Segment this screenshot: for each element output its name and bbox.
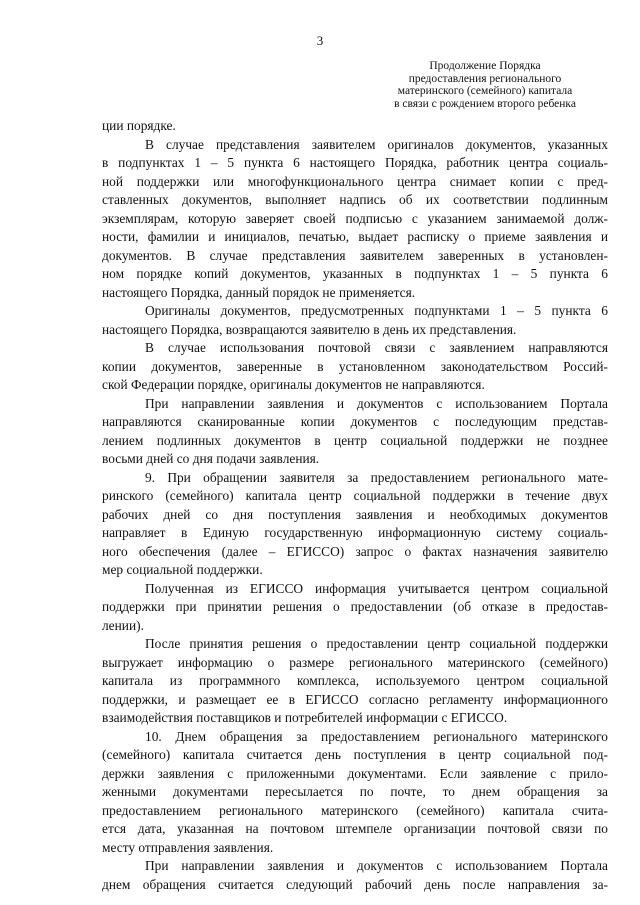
text-line: ется дата, указанная на почтовом штемпеле организации почтовой связи по bbox=[102, 821, 608, 836]
text-line: документов. В случае представления заявителем заверенных в установлен- bbox=[102, 247, 608, 263]
text-line: направляются сканированные копии документов с последующим представ- bbox=[102, 414, 608, 429]
text-line: днем обращения считается следующий рабочий день после направления за- bbox=[102, 876, 608, 892]
header-line: предоставления регионального bbox=[408, 72, 562, 85]
text-line: ской Федерации порядке, оригиналы документов не направляются. bbox=[102, 377, 485, 392]
text-line: капитала из программного комплекса, используемого центром социальной bbox=[102, 673, 608, 688]
text-line: взаимодействия поставщиков и потребителей информации с ЕГИССО. bbox=[102, 710, 508, 725]
text-line: рабочих дней со дня поступления заявления и необходимых документов bbox=[102, 506, 608, 522]
text-line: ного обеспечения (далее – ЕГИССО) запрос о фактах назначения заявителю bbox=[102, 543, 608, 559]
text-line: При направлении заявления и документов с использованием Портала bbox=[145, 395, 608, 411]
text-line: восьми дней со дня подачи заявления. bbox=[102, 451, 320, 466]
text-line: выгружает информацию о размере регионального материнского (семейного) bbox=[102, 654, 608, 670]
text-line: ции порядке. bbox=[102, 118, 176, 133]
text-line: экземплярам, которую заверяет своей подписью с указанием занимаемой долж- bbox=[102, 210, 608, 226]
document-header bbox=[370, 60, 600, 110]
text-line: предоставлением регионального материнского (семейного) капитала счита- bbox=[102, 802, 608, 818]
text-line: женными документами пересылается по почте, то днем обращения за bbox=[102, 784, 608, 799]
text-line: месту отправления заявления. bbox=[102, 839, 274, 855]
text-line: В случае представления заявителем оригиналов документов, указанных bbox=[145, 136, 608, 152]
text-line: 10. Днем обращения за предоставлением регионального материнского bbox=[145, 728, 608, 744]
header-line: Продолжение Порядка bbox=[429, 60, 541, 72]
text-line: поддержки, и размещает ее в ЕГИССО согласно регламенту информационного bbox=[102, 691, 608, 707]
text-line: 9. При обращении заявителя за предоставлением регионального мате- bbox=[145, 469, 608, 485]
text-line: После принятия решения о предоставлении центр социальной поддержки bbox=[145, 636, 608, 651]
text-line: настоящего Порядка, возвращаются заявителю в день их представления. bbox=[102, 321, 517, 337]
body-text bbox=[102, 117, 608, 894]
text-line: держки заявления с приложенными документами. Если заявление с прило- bbox=[102, 765, 608, 781]
text-line: ставленных документов, выполняет надпись об их соответствии подлинным bbox=[102, 192, 608, 207]
text-line: ринского (семейного) капитала центр социальной поддержки в течение двух bbox=[102, 488, 608, 503]
header-line: в связи с рождением второго ребенка bbox=[394, 97, 576, 110]
text-line: ной поддержки или многофункционального центра снимает копии с пред- bbox=[102, 173, 608, 189]
text-line: В случае использования почтовой связи с заявлением направляются bbox=[145, 340, 608, 355]
header-line: материнского (семейного) капитала bbox=[397, 85, 573, 97]
text-line: направляет в Единую государственную информационную систему социаль- bbox=[102, 525, 608, 540]
text-line: (семейного) капитала считается день поступления в центр социальной под- bbox=[102, 747, 608, 762]
text-line: лении). bbox=[102, 617, 144, 633]
text-line: копии документов, заверенные в установленном законодательством Россий- bbox=[102, 358, 608, 374]
text-line: поддержки при принятии решения о предоставлении (об отказе в предостав- bbox=[102, 599, 608, 614]
page-number: 3 bbox=[316, 33, 324, 48]
text-line: ном порядке копий документов, указанных в подпунктах 1 – 5 пункта 6 bbox=[102, 266, 608, 281]
text-line: При направлении заявления и документов с использованием Портала bbox=[145, 858, 608, 873]
text-line: ности, фамилии и инициалов, печатью, выдает расписку о приеме заявления и bbox=[102, 229, 608, 244]
text-line: настоящего Порядка, данный порядок не применяется. bbox=[102, 284, 416, 300]
text-line: в подпунктах 1 – 5 пункта 6 настоящего Порядка, работник центра социаль- bbox=[102, 155, 608, 170]
text-line: Оригиналы документов, предусмотренных подпунктами 1 – 5 пункта 6 bbox=[145, 303, 608, 318]
text-line: Полученная из ЕГИССО информация учитывается центром социальной bbox=[145, 580, 608, 596]
text-line: лением подлинных документов в центр социальной поддержки не позднее bbox=[102, 432, 608, 448]
text-line: мер социальной поддержки. bbox=[102, 562, 263, 577]
